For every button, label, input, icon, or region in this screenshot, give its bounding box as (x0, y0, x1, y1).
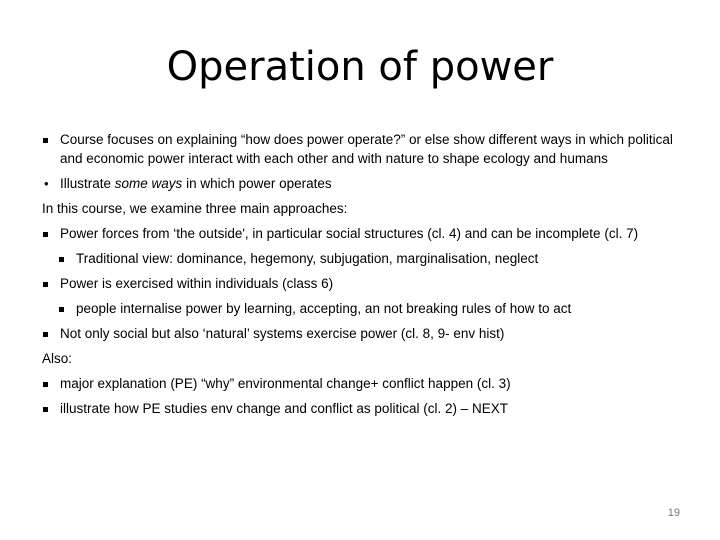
slide-title: Operation of power (166, 44, 554, 90)
list-item-text: Power is exercised within individuals (class 6) (60, 276, 334, 291)
section-heading: Also: (42, 351, 73, 366)
list-item-text: illustrate how PE studies env change and conflict as political (cl. 2) – NEXT (60, 401, 508, 416)
sub-list-item (42, 299, 682, 318)
list-item-text: Traditional view: dominance, hegemony, subjugation, marginalisation, neglect (76, 251, 539, 266)
list-item-text: major explanation (PE) “why” environmental change+ conflict happen (cl. 3) (60, 376, 511, 391)
section-heading: In this course, we examine three main approaches: (42, 201, 348, 216)
list-item-text: Course focuses on explaining “how does power operate?” or else show different ways in which political and economic power interact with each other and with nature to shape ecology and humans (60, 132, 673, 166)
page-number: 19 (667, 507, 680, 519)
list-item (42, 399, 682, 418)
list-item (42, 274, 682, 293)
list-item-text: Illustrate some ways in which power operates (60, 176, 332, 191)
list-item-text: people internalise power by learning, accepting, an not breaking rules of how to act (76, 301, 572, 316)
slide-body (42, 130, 682, 418)
list-item (42, 374, 682, 393)
list-item (42, 324, 682, 343)
list-item (42, 130, 682, 168)
list-item-text: Power forces from ‘the outside', in particular social structures (cl. 4) and can be incomplete (cl. 7) (60, 226, 639, 241)
list-item (42, 174, 682, 193)
list-item-text: Not only social but also ‘natural’ systems exercise power (cl. 8, 9- env hist) (60, 326, 505, 341)
list-item (42, 224, 682, 243)
sub-list-item (42, 249, 682, 268)
